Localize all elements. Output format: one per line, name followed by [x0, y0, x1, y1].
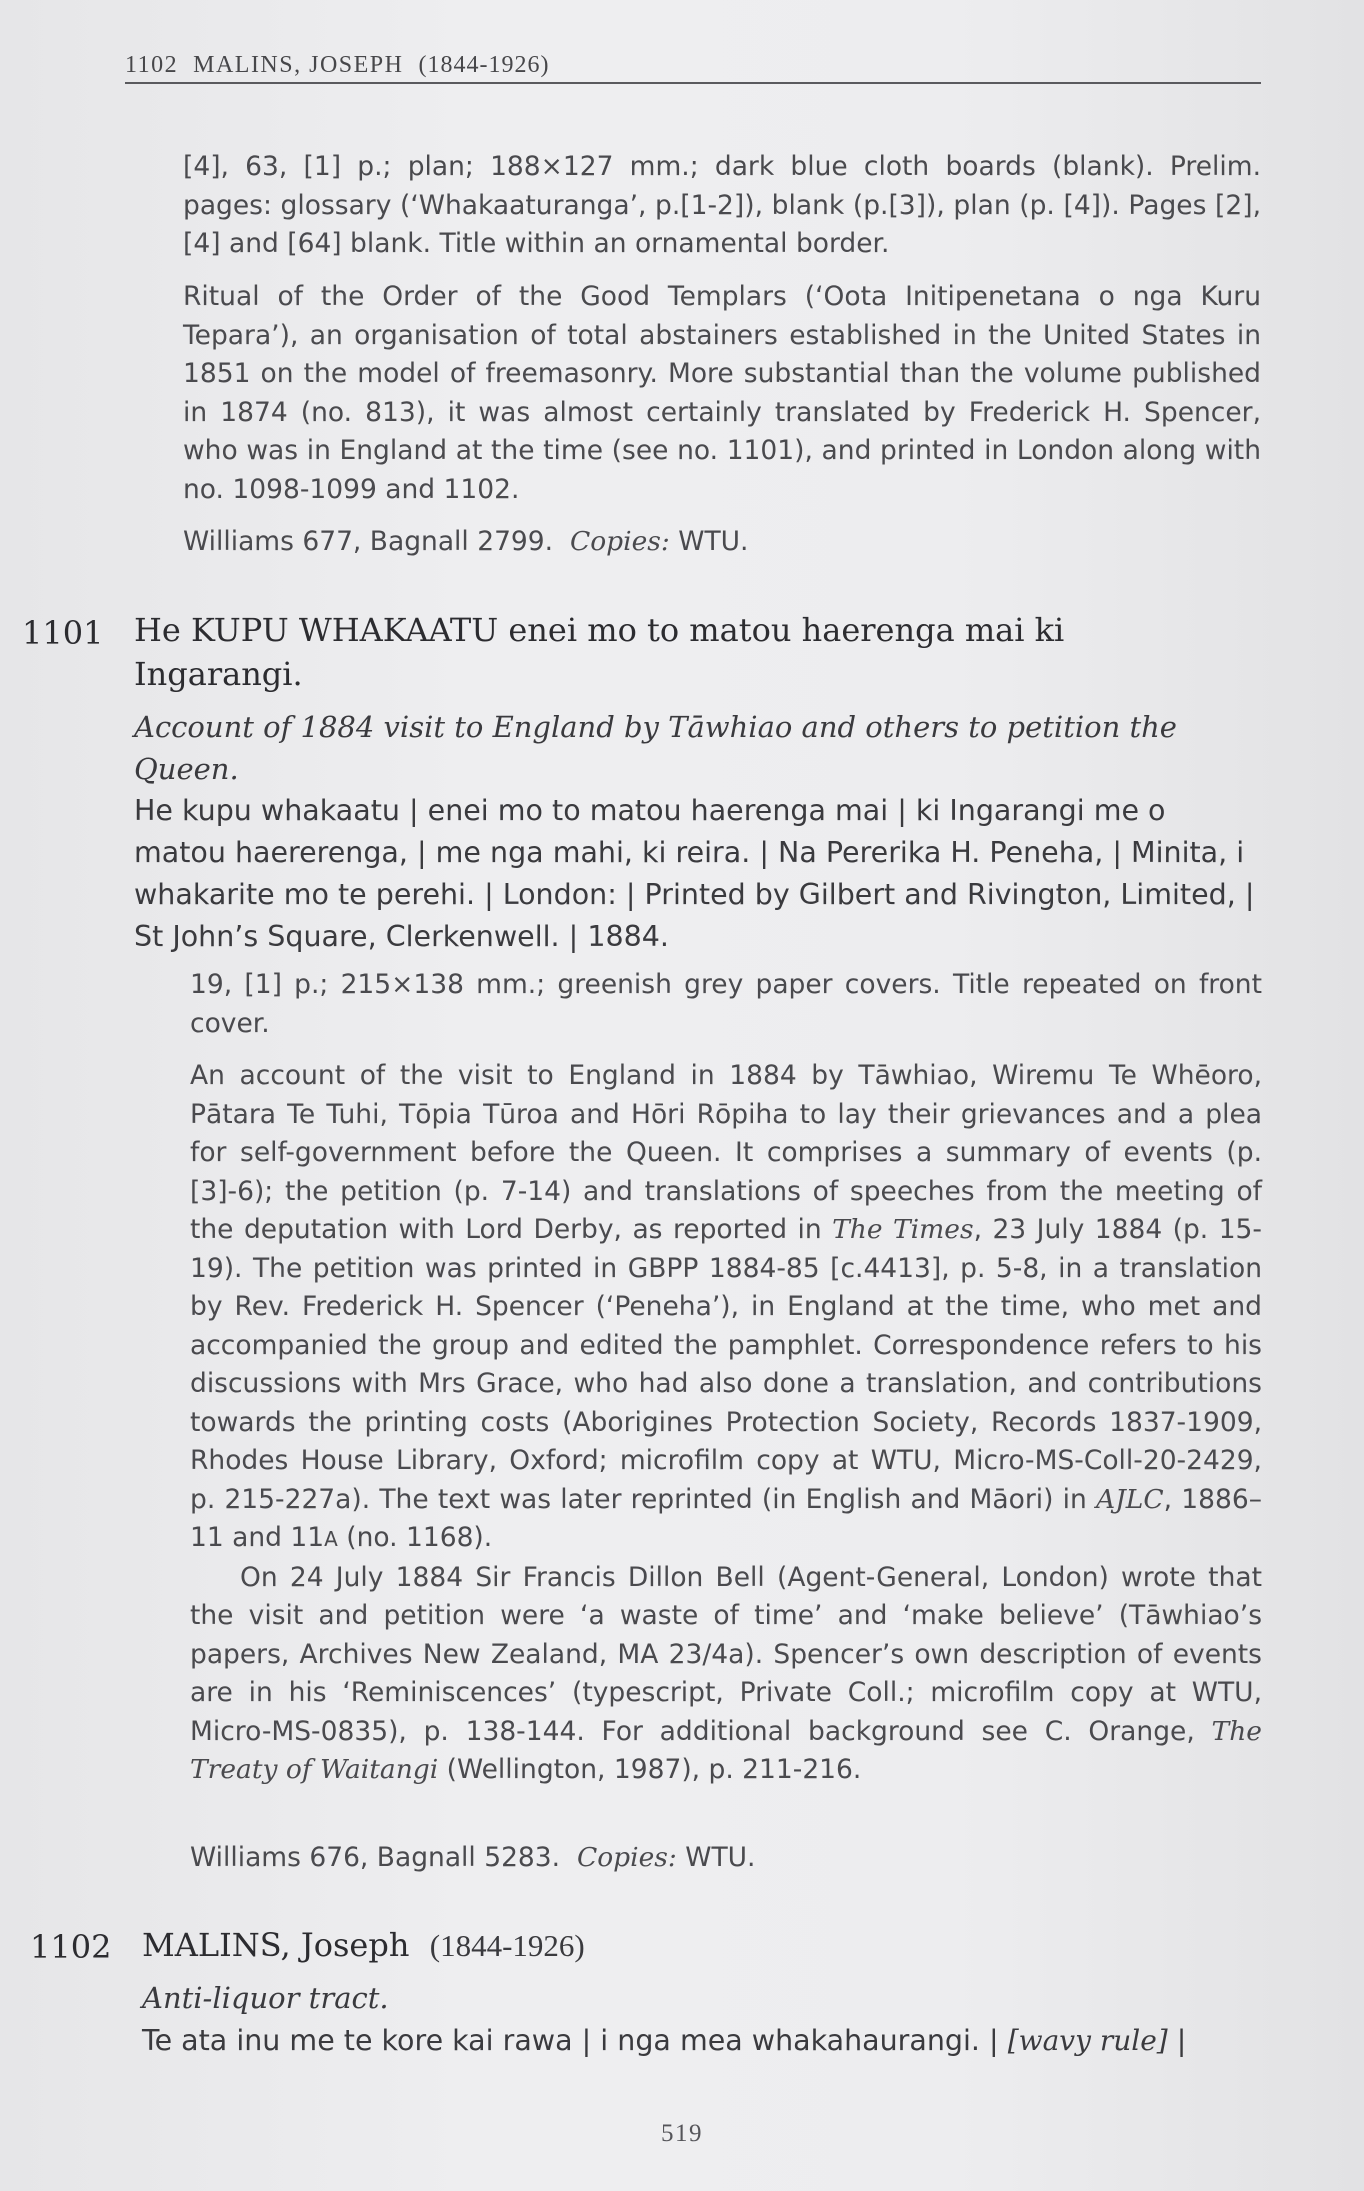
entry-1102-heading — [142, 1923, 1142, 1968]
entry-1101-subtitle: Account of 1884 visit to England by Tāwhiao and others to petition the Queen. — [134, 710, 1177, 786]
entry-1101-ref-list: Williams 676, Bagnall 5283. — [190, 1842, 561, 1873]
page-number: 519 — [661, 2120, 703, 2147]
entry-1100-refs — [183, 523, 1261, 562]
entry-1101-number: 1101 — [22, 614, 104, 652]
entry-1101-title: He KUPU WHAKAATU enei mo to matou haerenga mai ki Ingarangi. — [134, 611, 1065, 693]
wavy-rule-note: [wavy rule] — [1007, 2024, 1168, 2057]
header-rule — [125, 82, 1261, 84]
entry-1100-ref-list: Williams 677, Bagnall 2799. — [183, 526, 554, 557]
entry-1100-copies: WTU. — [678, 526, 749, 557]
entry-1101-transcription: He kupu whakaatu | enei mo to matou haerenga mai | ki Ingarangi me o matou haererenga, | me nga mahi, ki reira. | Na Pererika H. Peneha, | Minita, i whakarite mo te perehi. | London: | Printed by Gilbert and Rivington, Limited, | St John’s Square, Clerkenwell. | 1884. — [134, 794, 1255, 953]
times-title: The Times — [832, 1214, 974, 1245]
running-head-name: MALINS, JOSEPH — [193, 52, 404, 78]
entry-1101-copies-label: Copies: — [576, 1842, 677, 1873]
entry-1102-number: 1102 — [30, 1928, 112, 1966]
entry-1102-subtitle: Anti-liquor tract. — [142, 1981, 389, 2015]
entry-1102-dates: (1844-1926) — [429, 1928, 585, 1963]
treaty-title: The Treaty of Waitangi — [190, 1715, 1262, 1785]
entry-1101-note-1: An account of the visit to England in 1884 by Tāwhiao, Wiremu Te Whēoro, Pātara Te Tuhi, Tōpia Tūroa and Hōri Rōpiha to lay their grievances and a plea for self-government before the Queen. It comprises a summary of events (p. [3]-6); the petition (p. 7-14) and translations of speeches from the meeting of the deputation with Lord Derby, as reported in The Times, 23 July 1884 (p. 15-19). The petition was printed in GBPP 1884-85 [c.4413], p. 5-8, in a translation by Rev. Frederick H. Spencer (‘Peneha’), in England at the time, who met and accompanied the group and edited the pamphlet. Correspondence refers to his discussions with Mrs Grace, who had also done a translation, and contributions towards the printing costs (Aborigines Protection Society, Records 1837-1909, Rhodes House Library, Oxford; microfilm copy at WTU, Micro-MS-Coll-20-2429, p. 215-227a). The text was later reprinted (in English and Māori) in AJLC, 1886–11 and 11A (no. 1168). On 24 July 1884 Sir Francis Dillon Bell (Agent-General, London) wrote that the visit and petition were ‘a waste of time’ and ‘make believe’ (Tāwhiao’s papers, Archives New Zealand, MA 23/4a). Spencer’s own description of events are in his ‘Reminiscences’ (typescript, Private Coll.; microfilm copy at WTU, Micro-MS-0835), p. 138-144. For additional background see C. Orange, The Treaty of Waitangi (Wellington, 1987), p. 211-216. — [190, 1060, 1262, 1785]
entry-1101-physical: 19, [1] p.; 215×138 mm.; greenish grey paper covers. Title repeated on front cover. — [190, 969, 1262, 1039]
entry-1100-copies-label: Copies: — [569, 526, 670, 557]
running-head — [125, 52, 549, 79]
entry-1101-copies: WTU. — [685, 1842, 756, 1873]
running-head-dates: (1844-1926) — [418, 52, 550, 78]
entry-1102-transcription: Te ata inu me te kore kai rawa | i nga mea whakahaurangi. | [wavy rule] | — [142, 2024, 1187, 2057]
entry-1100-physical: [4], 63, [1] p.; plan; 188×127 mm.; dark blue cloth boards (blank). Prelim. pages: glossary (‘Whakaaturanga’, p.[1-2]), blank (p.[3]), plan (p. [4]). Pages [2], [4] and [64] blank. Title within an ornamental border. — [183, 151, 1261, 259]
ajlc-title: AJLC — [1096, 1483, 1164, 1515]
entry-1101-refs — [190, 1839, 1262, 1878]
running-head-page: 1102 — [125, 52, 179, 78]
entry-1100-note: Ritual of the Order of the Good Templars (‘Oota Initipenetana o nga Kuru Tepara’), an organisation of total abstainers established in the United States in 1851 on the model of freemasonry. More substantial than the volume published in 1874 (no. 813), it was almost certainly translated by Frederick H. Spencer, who was in England at the time (see no. 1101), and printed in London along with no. 1098-1099 and 1102. — [183, 281, 1261, 505]
entry-1102-author: MALINS, Joseph — [142, 1926, 410, 1964]
